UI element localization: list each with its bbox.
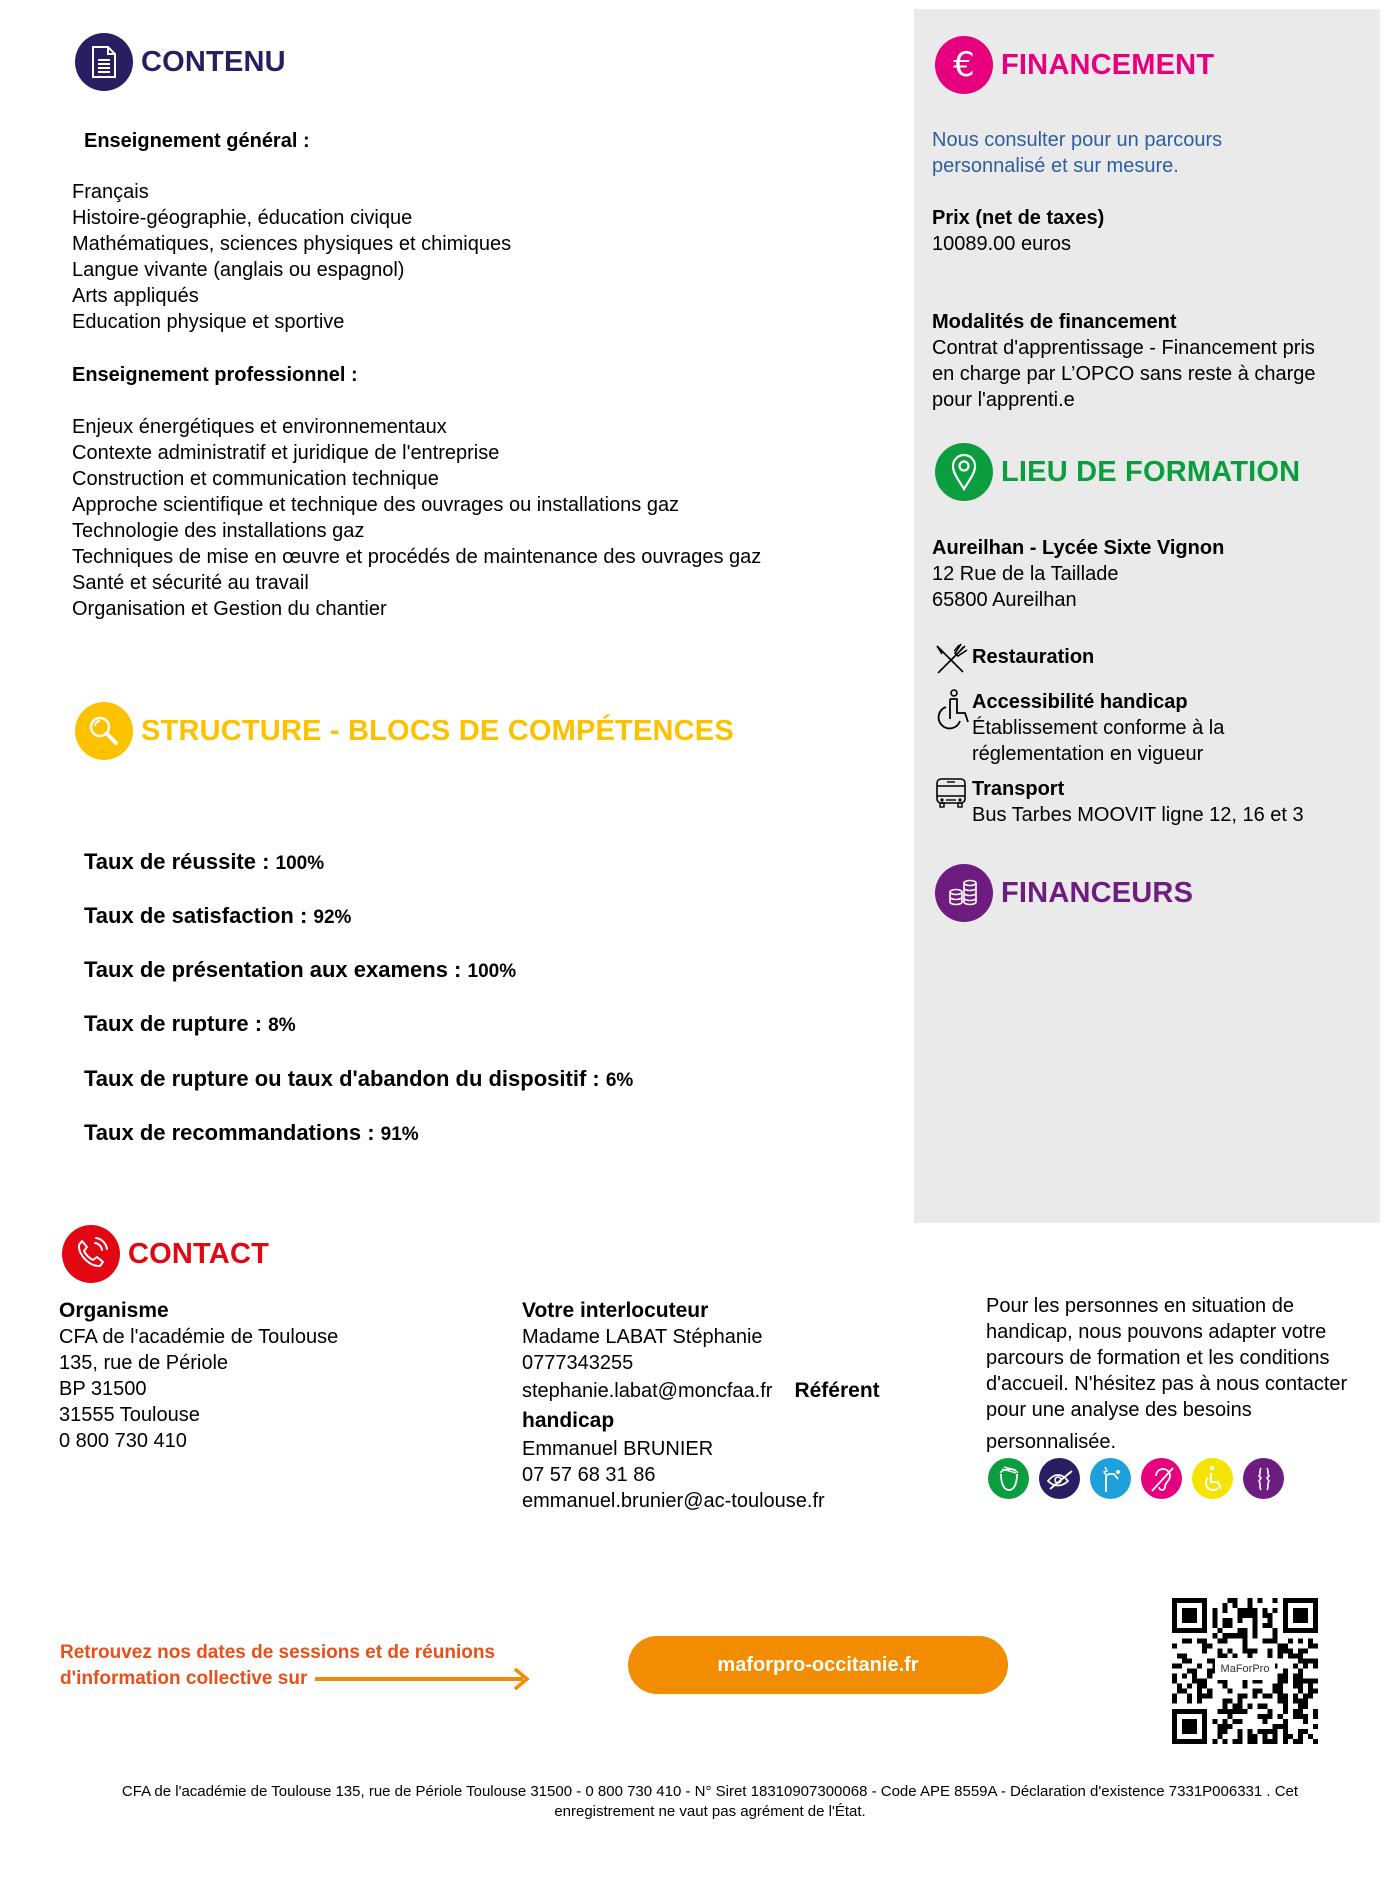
contenu-title: CONTENU xyxy=(141,45,286,78)
lieu-title: LIEU DE FORMATION xyxy=(1001,455,1301,488)
rate-label: Taux de recommandations : xyxy=(84,1120,381,1145)
amenity-accessibilite xyxy=(934,689,1224,767)
organisme-line: 135, rue de Périole xyxy=(59,1352,229,1374)
general-list xyxy=(72,179,511,335)
financeurs-title: FINANCEURS xyxy=(1001,876,1194,909)
psychic-disability-icon xyxy=(1090,1458,1131,1499)
interlocuteur-block xyxy=(522,1298,880,1514)
amenity-restauration xyxy=(934,643,1094,682)
rate-label: Taux de rupture ou taux d'abandon du dispositif : xyxy=(84,1066,606,1091)
organisme-label: Organisme xyxy=(59,1299,169,1322)
list-item: Mathématiques, sciences physiques et chimiques xyxy=(72,233,512,255)
organisme-line: BP 31500 xyxy=(59,1378,147,1400)
amenity-title: Transport xyxy=(972,778,1065,800)
referent-name: Emmanuel BRUNIER xyxy=(522,1438,714,1460)
rate-reussite xyxy=(84,849,324,875)
modalites-label: Modalités de financement xyxy=(932,311,1177,333)
arrow-right-icon xyxy=(313,1666,533,1692)
handicap-line: Pour les personnes en situation de xyxy=(986,1295,1294,1317)
financement-intro xyxy=(932,127,1222,179)
financement-header xyxy=(935,36,1214,94)
price-block xyxy=(932,205,1104,257)
referent-phone: 07 57 68 31 86 xyxy=(522,1464,656,1486)
cta-line: d'information collective sur xyxy=(60,1668,308,1689)
wheelchair-icon xyxy=(934,689,972,767)
list-item: Arts appliqués xyxy=(72,285,199,307)
hearing-disability-icon xyxy=(1141,1458,1182,1499)
financement-title: FINANCEMENT xyxy=(1001,48,1215,81)
contact-header xyxy=(62,1225,269,1283)
modalites-block xyxy=(932,309,1316,413)
side-panel xyxy=(914,9,1380,1223)
euro-icon: € xyxy=(935,36,993,94)
handicap-line: d'accueil. N'hésitez pas à nous contacter xyxy=(986,1373,1348,1395)
handicap-text xyxy=(986,1293,1347,1455)
rate-rupture xyxy=(84,1011,296,1037)
qr-label: MaForPro xyxy=(1215,1658,1275,1680)
list-item: Organisation et Gestion du chantier xyxy=(72,598,387,620)
rate-value: 92% xyxy=(313,907,352,928)
rate-label: Taux de satisfaction : xyxy=(84,903,314,928)
list-item: Santé et sécurité au travail xyxy=(72,572,309,594)
list-item: Langue vivante (anglais ou espagnol) xyxy=(72,259,405,281)
list-item: Techniques de mise en œuvre et procédés de maintenance des ouvrages gaz xyxy=(72,546,762,568)
intro-line: Nous consulter pour un parcours xyxy=(932,129,1223,151)
phone-icon xyxy=(62,1225,120,1283)
list-item: Français xyxy=(72,181,149,203)
referent-label: Référent xyxy=(794,1379,880,1402)
footer-line: enregistrement ne vaut pas agrément de l'État. xyxy=(554,1803,866,1820)
modalites-line: Contrat d'apprentissage - Financement pris xyxy=(932,337,1315,359)
list-item: Histoire-géographie, éducation civique xyxy=(72,207,413,229)
price-label: Prix (net de taxes) xyxy=(932,207,1105,229)
structure-header xyxy=(75,702,734,760)
handicap-line: parcours de formation et les conditions xyxy=(986,1347,1330,1369)
rate-satisfaction xyxy=(84,903,351,929)
modalites-line: pour l'apprenti.e xyxy=(932,389,1075,411)
magnifier-icon xyxy=(75,702,133,760)
organisme-line: CFA de l'académie de Toulouse xyxy=(59,1326,339,1348)
handicap-line: pour une analyse des besoins xyxy=(986,1399,1252,1421)
price-value: 10089.00 euros xyxy=(932,233,1072,255)
list-item: Technologie des installations gaz xyxy=(72,520,365,542)
pro-heading: Enseignement professionnel : xyxy=(72,364,358,386)
handicap-line: handicap, nous pouvons adapter votre xyxy=(986,1321,1327,1343)
rate-abandon xyxy=(84,1066,633,1092)
accessibility-icons xyxy=(988,1458,1294,1499)
interlocuteur-label: Votre interlocuteur xyxy=(522,1299,709,1322)
handicap-line: personnalisée. xyxy=(986,1431,1117,1453)
amenity-title: Restauration xyxy=(972,646,1095,668)
lieu-address xyxy=(932,535,1224,613)
structure-title: STRUCTURE - BLOCS DE COMPÉTENCES xyxy=(141,714,734,747)
referent-label-cont: handicap xyxy=(522,1409,615,1432)
rate-recommandations xyxy=(84,1120,419,1146)
rate-value: 100% xyxy=(467,961,517,982)
intro-line: personnalisé et sur mesure. xyxy=(932,155,1179,177)
rate-value: 91% xyxy=(380,1124,419,1145)
cta-line: Retrouvez nos dates de sessions et de réunions xyxy=(60,1642,496,1663)
list-item: Approche scientifique et technique des ouvrages ou installations gaz xyxy=(72,494,680,516)
organisme-block xyxy=(59,1298,338,1454)
interlocuteur-name: Madame LABAT Stéphanie xyxy=(522,1326,763,1348)
amenity-line: réglementation en vigueur xyxy=(972,743,1204,765)
list-item: Education physique et sportive xyxy=(72,311,345,333)
lieu-header xyxy=(935,443,1300,501)
rate-value: 100% xyxy=(275,853,325,874)
financeurs-header xyxy=(935,864,1193,922)
visual-disability-icon xyxy=(1039,1458,1080,1499)
list-item: Construction et communication technique xyxy=(72,468,439,490)
amenity-title: Accessibilité handicap xyxy=(972,691,1188,713)
amenity-line: Établissement conforme à la xyxy=(972,717,1225,739)
amenity-transport xyxy=(934,776,1304,828)
interlocuteur-email[interactable]: stephanie.labat@moncfaa.fr xyxy=(522,1380,773,1402)
amenity-line: Bus Tarbes MOOVIT ligne 12, 16 et 3 xyxy=(972,804,1304,826)
organisme-phone: 0 800 730 410 xyxy=(59,1430,187,1452)
rate-label: Taux de présentation aux examens : xyxy=(84,957,468,982)
motor-disability-icon xyxy=(1192,1458,1233,1499)
rate-label: Taux de réussite : xyxy=(84,849,276,874)
qr-code[interactable] xyxy=(1172,1598,1318,1744)
document-icon xyxy=(75,33,133,91)
general-heading: Enseignement général : xyxy=(84,130,310,152)
footer-line: CFA de l'académie de Toulouse 135, rue de Périole Toulouse 31500 - 0 800 730 410 - N° Siret 18310907300068 - Code APE 8559A - Déclaration d'existence 7331P006331 . Cet xyxy=(121,1783,1299,1800)
coins-icon xyxy=(935,864,993,922)
referent-email[interactable]: emmanuel.brunier@ac-toulouse.fr xyxy=(522,1490,825,1512)
maforpro-link-button[interactable]: maforpro-occitanie.fr xyxy=(628,1636,1008,1694)
bus-icon xyxy=(934,776,972,828)
contact-title: CONTACT xyxy=(128,1237,270,1270)
cognitive-disability-icon xyxy=(1243,1458,1284,1499)
legal-footer xyxy=(40,1782,1380,1822)
rate-value: 8% xyxy=(268,1015,296,1036)
lieu-street: 12 Rue de la Taillade xyxy=(932,563,1119,585)
location-pin-icon xyxy=(935,443,993,501)
organisme-line: 31555 Toulouse xyxy=(59,1404,200,1426)
contenu-header xyxy=(75,33,286,91)
rate-label: Taux de rupture : xyxy=(84,1011,269,1036)
modalites-line: en charge par L’OPCO sans reste à charge xyxy=(932,363,1316,385)
lieu-city: 65800 Aureilhan xyxy=(932,589,1077,611)
rate-value: 6% xyxy=(605,1070,634,1091)
list-item: Enjeux énergétiques et environnementaux xyxy=(72,416,447,438)
pro-list xyxy=(72,414,761,622)
lieu-name: Aureilhan - Lycée Sixte Vignon xyxy=(932,537,1225,559)
mental-disability-icon xyxy=(988,1458,1029,1499)
interlocuteur-phone: 0777343255 xyxy=(522,1352,634,1374)
list-item: Contexte administratif et juridique de l'entreprise xyxy=(72,442,500,464)
cutlery-icon xyxy=(934,643,972,682)
cta-text xyxy=(60,1640,533,1692)
rate-presentation xyxy=(84,957,516,983)
